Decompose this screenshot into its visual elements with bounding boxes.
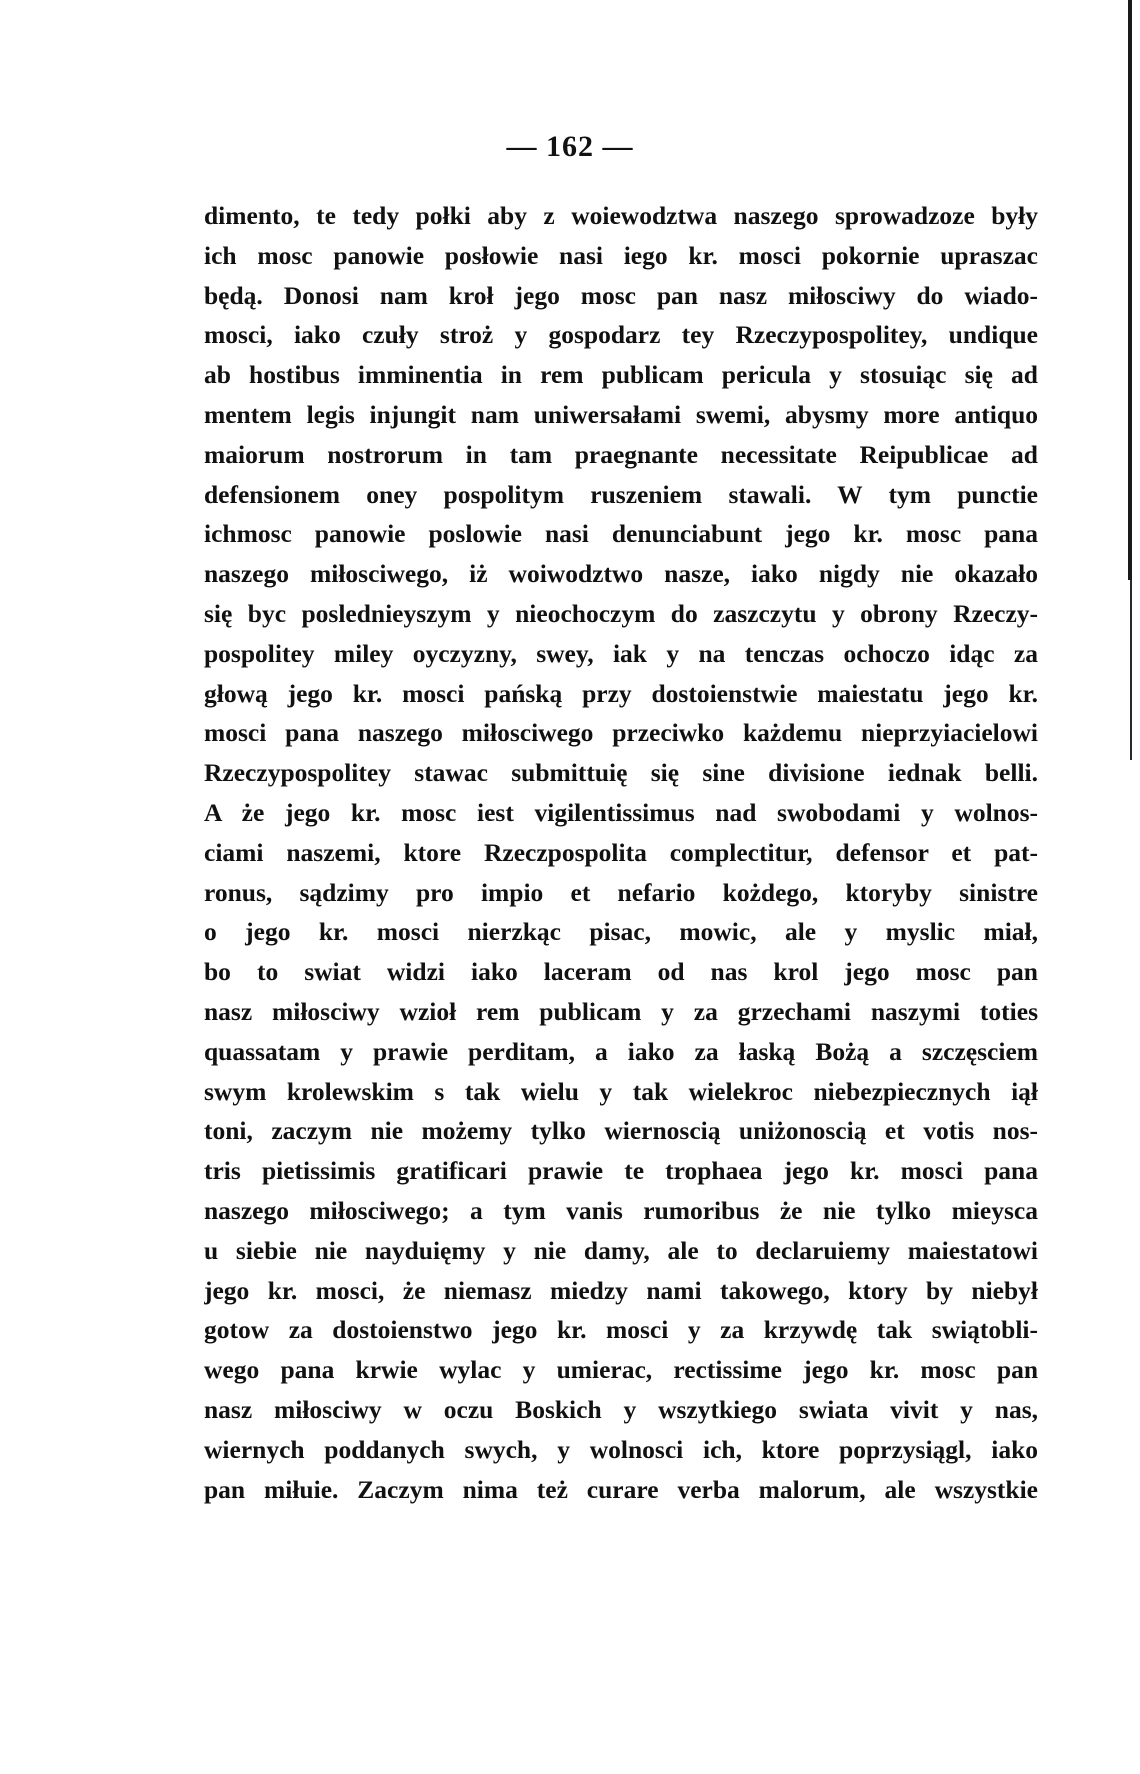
text-line: ich mosc panowie posłowie nasi iego kr. mosci pokornie upraszac bbox=[204, 240, 1038, 270]
text-line: mentem legis injungit nam uniwersałami swemi, abysmy more antiquo bbox=[204, 399, 1038, 429]
text-line: jego kr. mosci, że niemasz miedzy nami takowego, ktory by niebył bbox=[204, 1275, 1038, 1305]
text-line: głową jego kr. mosci pańską przy dostoienstwie maiestatu jego kr. bbox=[204, 678, 1038, 708]
text-line: ichmosc panowie poslowie nasi denunciabunt jego kr. mosc pana bbox=[204, 519, 1038, 549]
text-line: dimento, te tedy połki aby z woiewodztwa naszego sprowadzoze były bbox=[204, 201, 1038, 230]
binding-edge-shadow bbox=[1128, 0, 1132, 580]
text-line: swym krolewskim s tak wielu y tak wielekroc niebezpiecznych iął bbox=[204, 1076, 1038, 1106]
body-text bbox=[204, 196, 1038, 1509]
page-number: — 162 — bbox=[506, 130, 634, 163]
text-line: quassatam y prawie perditam, a iako za łaską Bożą a szczęsciem bbox=[204, 1036, 1038, 1066]
text-line: o jego kr. mosci nierzkąc pisac, mowic, ale y myslic miał, bbox=[204, 917, 1038, 947]
text-line: ab hostibus imminentia in rem publicam pericula y stosuiąc się ad bbox=[204, 360, 1038, 390]
text-line: Rzeczypospolitey stawac submittuię się sine divisione iednak belli. bbox=[204, 758, 1038, 788]
text-line: się byc poslednieyszym y nieochoczym do zaszczytu y obrony Rzeczy- bbox=[204, 598, 1038, 628]
text-line: ciami naszemi, ktore Rzeczpospolita complectitur, defensor et pat- bbox=[204, 837, 1038, 867]
text-line: defensionem oney pospolitym ruszeniem stawali. W tym punctie bbox=[204, 479, 1038, 509]
text-line: maiorum nostrorum in tam praegnante necessitate Reipublicae ad bbox=[204, 439, 1038, 469]
text-line: nasz miłosciwy wzioł rem publicam y za grzechami naszymi toties bbox=[204, 996, 1038, 1026]
text-line: wego pana krwie wylac y umierac, rectissime jego kr. mosc pan bbox=[204, 1355, 1038, 1385]
text-line: mosci pana naszego miłosciwego przeciwko każdemu nieprzyiacielowi bbox=[204, 718, 1038, 748]
text-line: bo to swiat widzi iako laceram od nas krol jego mosc pan bbox=[204, 957, 1038, 987]
text-line: nasz miłosciwy w oczu Boskich y wszytkiego swiata vivit y nas, bbox=[204, 1394, 1038, 1424]
text-line: ronus, sądzimy pro impio et nefario kożdego, ktoryby sinistre bbox=[204, 877, 1038, 907]
text-line: tris pietissimis gratificari prawie te trophaea jego kr. mosci pana bbox=[204, 1156, 1038, 1186]
text-line: wiernych poddanych swych, y wolnosci ich, ktore poprzysiągl, iako bbox=[204, 1434, 1038, 1464]
text-line: pospolitey miley oyczyzny, swey, iak y na tenczas ochoczo idąc za bbox=[204, 638, 1038, 668]
text-line: naszego miłosciwego; a tym vanis rumoribus że nie tylko mieysca bbox=[204, 1195, 1038, 1225]
text-line: gotow za dostoienstwo jego kr. mosci y za krzywdę tak swiątobli- bbox=[204, 1315, 1038, 1345]
text-line: naszego miłosciwego, iż woiwodztwo nasze, iako nigdy nie okazało bbox=[204, 559, 1038, 589]
text-line: pan miłuie. Zaczym nima też curare verba malorum, ale wszystkie bbox=[204, 1474, 1038, 1504]
text-line: toni, zaczym nie możemy tylko wiernoscią uniżonoscią et votis nos- bbox=[204, 1116, 1038, 1146]
text-line: mosci, iako czuły stroż y gospodarz tey Rzeczypospolitey, undique bbox=[204, 320, 1038, 350]
binding-edge-shadow-lower bbox=[1130, 580, 1132, 760]
text-line: u siebie nie nayduięmy y nie damy, ale to declaruiemy maiestatowi bbox=[204, 1235, 1038, 1265]
text-line: będą. Donosi nam kroł jego mosc pan nasz miłosciwy do wiado- bbox=[204, 280, 1038, 310]
text-line: A że jego kr. mosc iest vigilentissimus nad swobodami y wolnos- bbox=[204, 797, 1038, 827]
